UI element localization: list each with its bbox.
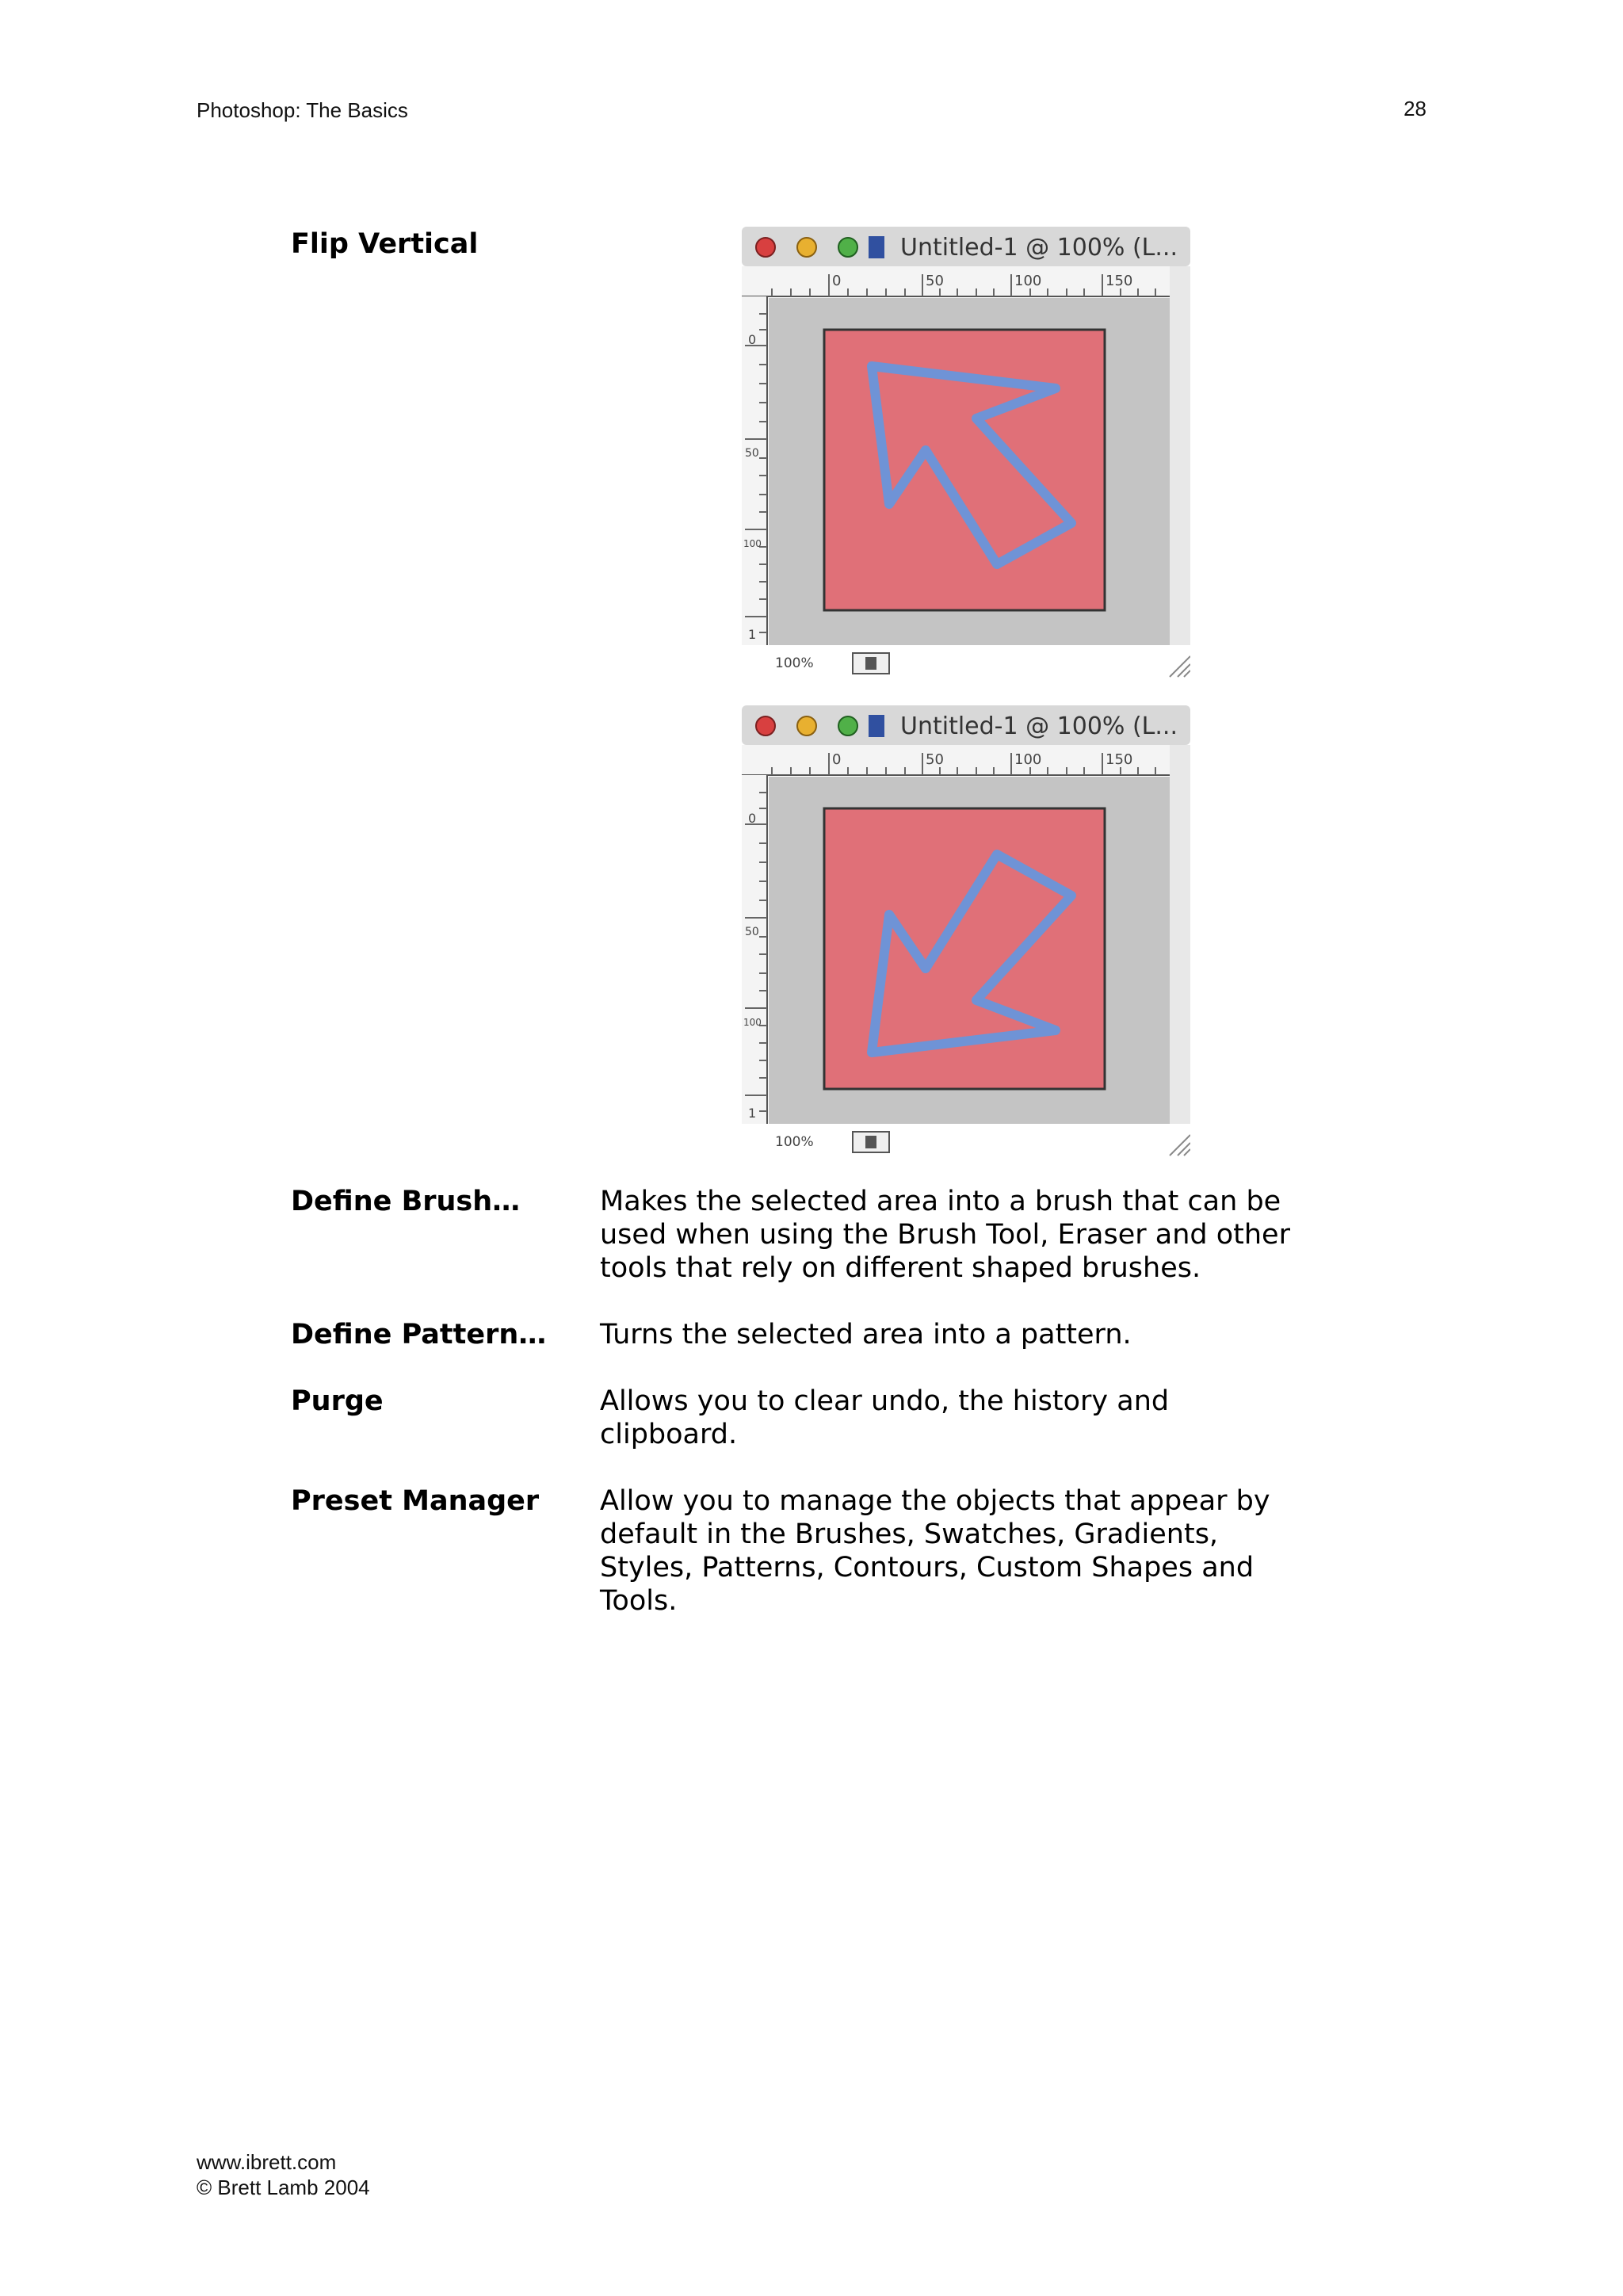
minimize-button[interactable] (797, 716, 816, 735)
definition-desc: Allow you to manage the objects that appear by default in the Brushes, Swatches, Gradients, Styles, Patterns, Contours, Custom Shapes and Tools. (600, 1485, 1270, 1617)
ruler-h-label: 50 (926, 751, 944, 768)
definition-desc: Allows you to clear undo, the history and clipboard. (600, 1385, 1170, 1450)
window-title: Untitled-1 @ 100% (L... (900, 234, 1178, 262)
definition-term: Define Brush… (291, 1186, 521, 1217)
ruler-v-label: 1 (748, 627, 757, 642)
minimize-button[interactable] (797, 238, 816, 257)
footer (197, 2149, 370, 2200)
scrollbar-right[interactable] (1170, 745, 1190, 1124)
document-icon (869, 715, 884, 737)
definition-desc: Makes the selected area into a brush that can be used when using the Brush Tool, Eraser and other tools that rely on different shaped brushes. (600, 1186, 1290, 1284)
ruler-h-label: 150 (1106, 273, 1133, 289)
zoom-level: 100% (775, 655, 814, 671)
vertical-ruler (742, 775, 767, 1124)
definition-row (291, 1318, 1337, 1351)
definition-term: Purge (291, 1385, 384, 1417)
definition-row (291, 1185, 1337, 1285)
vertical-ruler (742, 296, 767, 645)
ruler-v-label: 100 (743, 538, 762, 549)
document-icon (869, 236, 884, 258)
ruler-v-label: 50 (745, 447, 759, 460)
ruler-h-label: 0 (832, 273, 842, 289)
definition-row (291, 1385, 1337, 1451)
footer-url[interactable]: www.ibrett.com (197, 2150, 337, 2174)
definition-desc: Turns the selected area into a pattern. (600, 1319, 1132, 1350)
ruler-v-label: 50 (745, 926, 759, 938)
definition-term: Define Pattern… (291, 1319, 547, 1350)
zoom-button[interactable] (838, 238, 857, 257)
footer-copyright: © Brett Lamb 2004 (197, 2176, 370, 2199)
ruler-v-label: 1 (748, 1106, 757, 1121)
ruler-h-label: 100 (1014, 751, 1042, 768)
ruler-v-label: 0 (748, 811, 757, 826)
ruler-h-label: 150 (1106, 751, 1133, 768)
close-button[interactable] (756, 716, 775, 735)
canvas (824, 330, 1105, 610)
flip-vertical-label: Flip Vertical (291, 228, 479, 260)
window-title: Untitled-1 @ 100% (L... (900, 712, 1178, 740)
scrollbar-right[interactable] (1170, 266, 1190, 645)
definition-list (291, 1185, 1337, 1651)
ruler-h-label: 0 (832, 751, 842, 768)
ruler-h-label: 100 (1014, 273, 1042, 289)
zoom-button[interactable] (838, 716, 857, 735)
canvas (824, 808, 1105, 1089)
photoshop-window-flipped (742, 705, 1190, 1157)
running-header-title: Photoshop: The Basics (197, 98, 408, 122)
close-button[interactable] (756, 238, 775, 257)
ruler-h-label: 50 (926, 273, 944, 289)
definition-term: Preset Manager (291, 1485, 540, 1517)
photoshop-window-original (742, 227, 1190, 678)
zoom-level: 100% (775, 1134, 814, 1150)
ruler-v-label: 100 (743, 1017, 762, 1028)
page-number: 28 (1403, 97, 1426, 120)
definition-row (291, 1484, 1337, 1618)
ruler-v-label: 0 (748, 332, 757, 347)
